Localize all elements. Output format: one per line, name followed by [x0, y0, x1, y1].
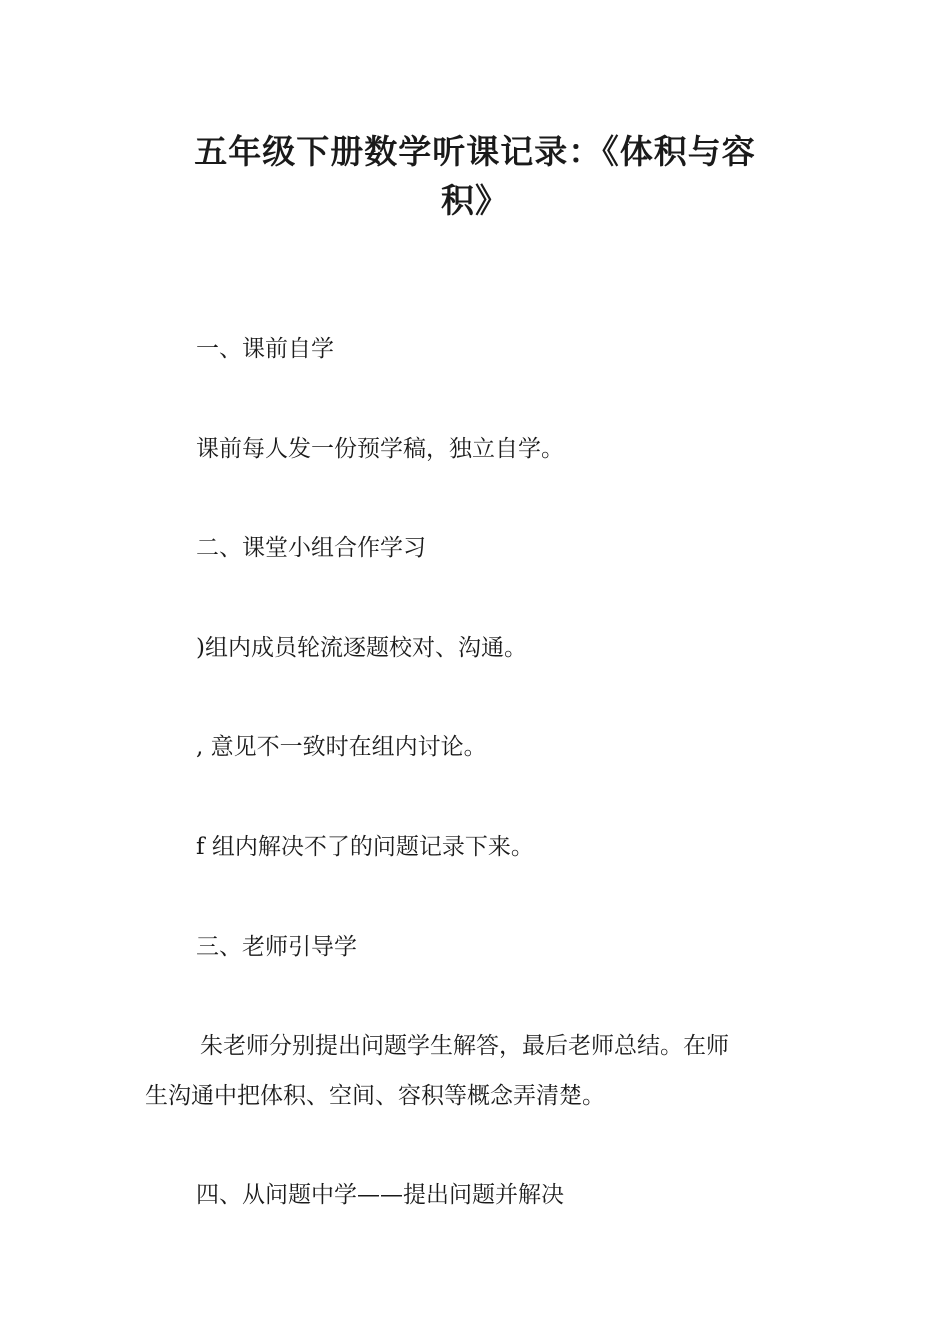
list-item: , 意见不一致时在组内讨论。 [196, 734, 487, 760]
document-title-line-1: 五年级下册数学听课记录：《体积与容 [194, 132, 756, 171]
document-title-line-2: 积》 [441, 181, 509, 220]
section-heading-2: 二、课堂小组合作学习 [196, 535, 426, 561]
list-item: f 组内解决不了的问题记录下来。 [196, 834, 534, 860]
paragraph-line: 课前每人发一份预学稿，独立自学。 [196, 436, 564, 462]
section-heading-4: 四、从问题中学——提出问题并解决 [196, 1182, 564, 1208]
section-heading-3: 三、老师引导学 [196, 934, 357, 960]
section-heading-1: 一、课前自学 [196, 336, 334, 362]
list-item: )组内成员轮流逐题校对、沟通。 [196, 635, 527, 661]
paragraph-line: 朱老师分别提出问题学生解答，最后老师总结。在师 [200, 1033, 729, 1059]
paragraph-line: 生沟通中把体积、空间、容积等概念弄清楚。 [145, 1083, 605, 1109]
